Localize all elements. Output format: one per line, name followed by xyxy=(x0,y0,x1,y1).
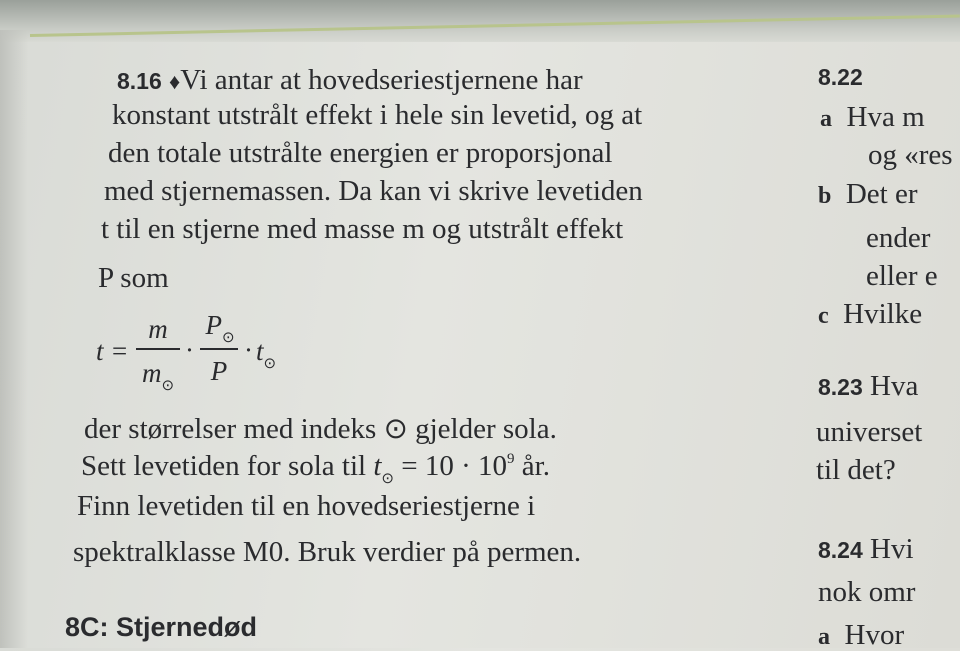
page-top-edge xyxy=(0,0,960,42)
fraction-1-denominator: $m_⊙$ xyxy=(141,358,175,394)
task-line-1: Finn levetiden til en hovedseriestjerne i xyxy=(77,490,536,522)
sun-lifetime-unit: år. xyxy=(521,450,550,482)
fraction-1-numerator: m xyxy=(148,314,168,344)
problem-816-line-5: t til en stjerne med masse m og utstrålt effekt xyxy=(101,213,624,245)
index-note: der størrelser med indeks ⊙ gjelder sola. xyxy=(84,413,557,445)
section-heading: 8C: Stjernedød xyxy=(65,612,258,642)
formula-tail: $t_⊙$ xyxy=(256,336,277,372)
problem-824-line-2: nok omr xyxy=(818,576,916,608)
problem-823: 8.23 Hva xyxy=(818,370,919,402)
item-822-b: b Det er xyxy=(818,178,918,210)
problem-816-line-2: konstant utstrålt effekt i hele sin levetid, og at xyxy=(112,99,643,131)
item-822-b-cont-2: eller e xyxy=(866,260,938,292)
fraction-2-numerator: $P_⊙$ xyxy=(205,310,235,346)
formula-lhs: t = xyxy=(96,336,129,366)
item-822-a-cont: og «res xyxy=(868,139,953,171)
task-line-2: spektralklasse M0. Bruk verdier på permen. xyxy=(73,536,582,568)
sun-lifetime-value: = 10 · 10 xyxy=(401,450,508,482)
problem-number: 8.16 xyxy=(117,68,162,94)
problem-816-line-4: med stjernemassen. Da kan vi skrive levetiden xyxy=(104,175,643,207)
item-822-a: a Hva m xyxy=(820,101,925,133)
problem-816-line-1 xyxy=(117,66,583,95)
page-shadow xyxy=(0,30,28,648)
item-824-a: a Hvor xyxy=(818,619,905,651)
difficulty-marker-icon: ♦ xyxy=(169,69,181,94)
sun-lifetime-exponent: 9 xyxy=(507,451,515,467)
problem-823-line-2: universet xyxy=(816,416,923,448)
formula-dot-2: · xyxy=(244,335,253,365)
problem-816-line-3: den totale utstrålte energien er proporsjonal xyxy=(108,137,613,169)
fraction-2-bar xyxy=(200,348,238,350)
problem-816-line-6: P som xyxy=(98,262,169,294)
problem-823-line-3: til det? xyxy=(816,454,896,486)
fraction-1-bar xyxy=(136,348,180,350)
formula-dot-1: · xyxy=(185,335,194,365)
item-822-b-cont-1: ender xyxy=(866,222,931,254)
sun-lifetime-symbol: t xyxy=(373,450,382,482)
item-822-c: c Hvilke xyxy=(818,298,923,330)
problem-824: 8.24 Hvi xyxy=(818,533,914,565)
problem-text: Vi antar at hovedseriestjernene har xyxy=(180,64,583,96)
sun-lifetime-line: Sett levetiden for sola til $t_⊙ = 10 \cdot 10^9$ år. xyxy=(81,450,550,487)
fraction-2-denominator: P xyxy=(210,356,228,386)
problem-822-number: 8.22 xyxy=(818,64,863,90)
